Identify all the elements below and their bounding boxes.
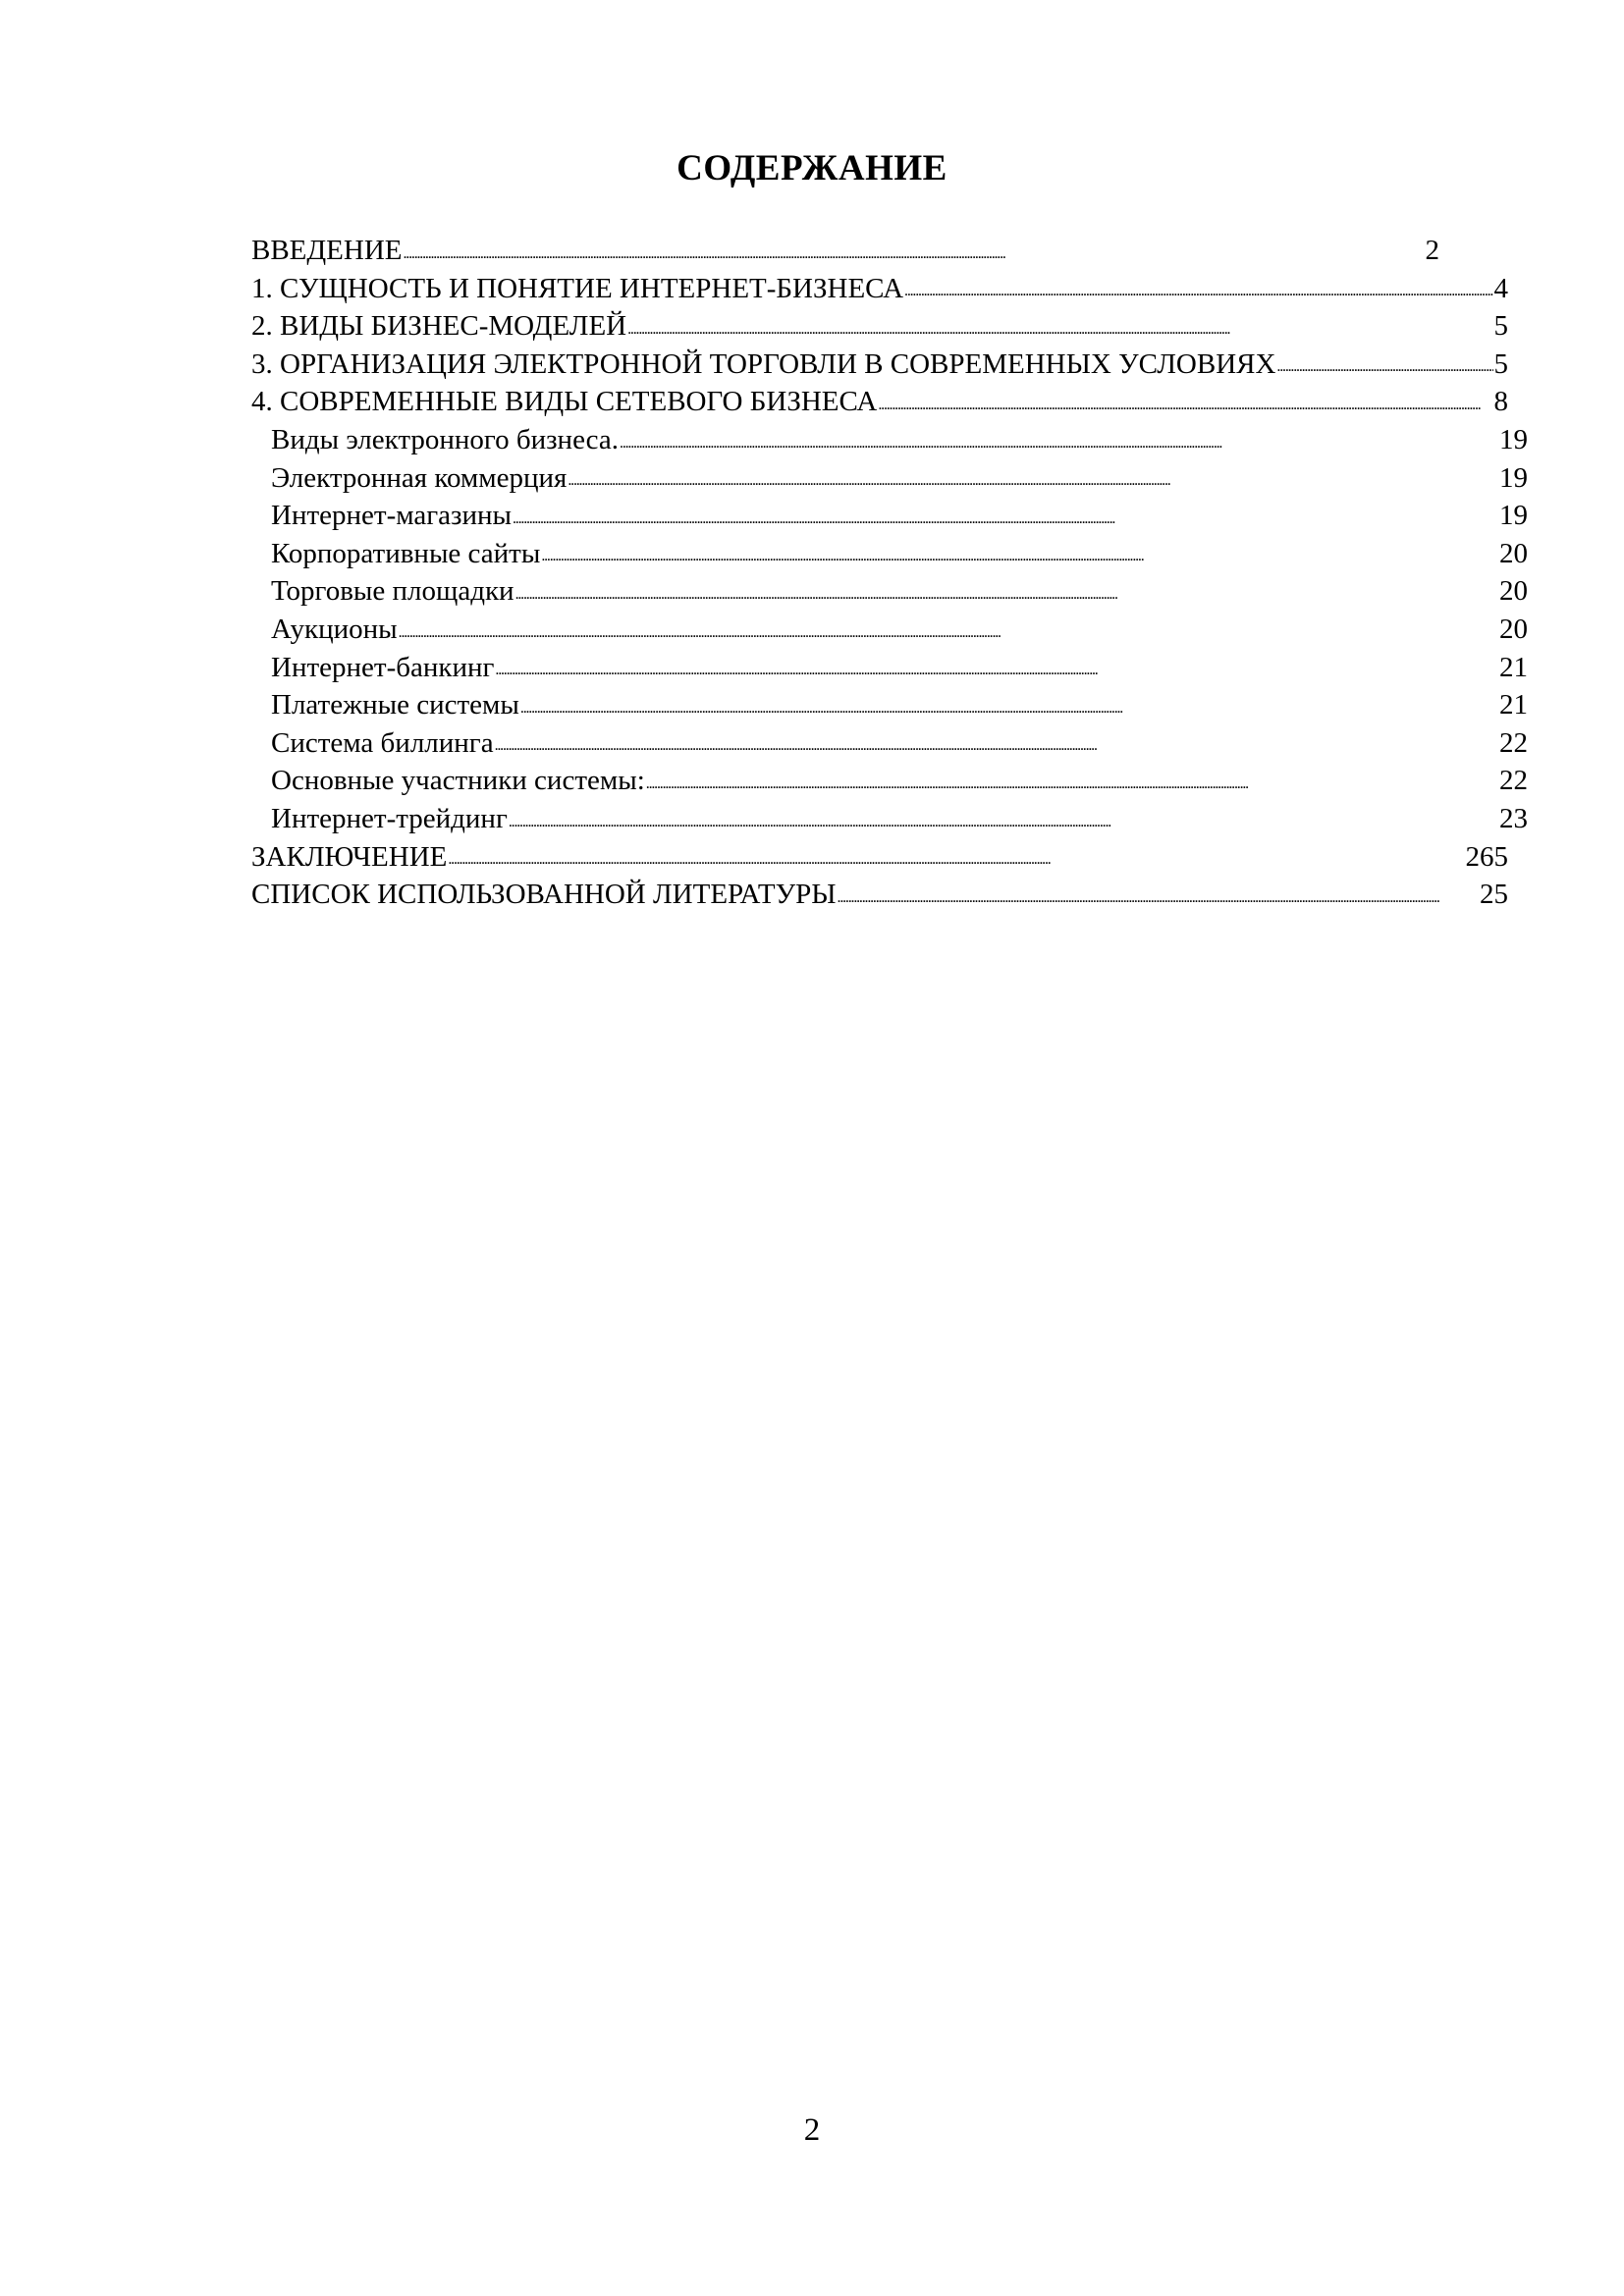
page-title: СОДЕРЖАНИЕ — [677, 148, 947, 188]
toc-entry-label: Платежные системы — [271, 689, 519, 721]
toc-entry-label: Торговые площадки — [271, 575, 514, 608]
toc-leader-dots — [878, 383, 1492, 421]
toc-leader-dots — [509, 800, 1498, 838]
toc-entry-label: Электронная коммерция — [271, 461, 568, 494]
toc-entry-chapter-4 — [251, 383, 1508, 421]
toc-entry-label: 1. СУЩНОСТЬ И ПОНЯТИЕ ИНТЕРНЕТ-БИЗНЕСА — [251, 272, 904, 304]
toc-entry-label: Виды электронного бизнеса. — [271, 423, 620, 455]
toc-leader-dots — [404, 232, 1425, 270]
toc-leader-dots — [838, 876, 1479, 914]
toc-entry-subsection — [251, 724, 1528, 763]
toc-entry-page: 2 — [1425, 235, 1439, 266]
toc-leader-dots — [620, 421, 1498, 459]
toc-entry-page: 19 — [1499, 500, 1528, 532]
toc-leader-dots — [568, 459, 1498, 498]
toc-entry-page: 5 — [1493, 347, 1508, 380]
toc-entry-page: 4 — [1493, 272, 1508, 304]
toc-entry-subsection — [251, 649, 1528, 687]
toc-entry-label: 3. ОРГАНИЗАЦИЯ ЭЛЕКТРОННОЙ ТОРГОВЛИ В СОВРЕМЕННЫХ УСЛОВИЯХ — [251, 347, 1276, 380]
toc-entry-label: Интернет-банкинг — [271, 651, 495, 683]
toc-leader-dots — [448, 838, 1464, 877]
toc-entry-page: 20 — [1499, 537, 1528, 569]
toc-entry-label: Система биллинга — [271, 726, 494, 759]
table-of-contents — [251, 232, 1528, 914]
toc-entry-subsection — [251, 497, 1528, 535]
toc-entry-chapter-1 — [251, 270, 1508, 308]
toc-entry-page: 22 — [1499, 726, 1528, 759]
toc-entry-subsection — [251, 762, 1528, 800]
toc-leader-dots — [513, 497, 1498, 535]
toc-entry-label: СПИСОК ИСПОЛЬЗОВАННОЙ ЛИТЕРАТУРЫ — [251, 879, 837, 911]
toc-entry-label: 4. СОВРЕМЕННЫЕ ВИДЫ СЕТЕВОГО БИЗНЕСА — [251, 386, 878, 418]
toc-entry-page: 21 — [1499, 651, 1528, 683]
toc-entry-chapter-3 — [251, 346, 1508, 384]
toc-leader-dots — [520, 686, 1498, 724]
toc-entry-page: 20 — [1499, 613, 1528, 645]
toc-entry-conclusion — [251, 838, 1508, 877]
toc-entry-page: 22 — [1499, 765, 1528, 797]
toc-entry-page: 23 — [1499, 802, 1528, 834]
page-number: 2 — [803, 2112, 821, 2148]
toc-entry-page: 265 — [1465, 840, 1508, 873]
toc-entry-subsection — [251, 421, 1528, 459]
toc-entry-subsection — [251, 459, 1528, 498]
toc-entry-label: Корпоративные сайты — [271, 537, 541, 569]
toc-entry-page: 19 — [1499, 423, 1528, 455]
toc-entry-page: 21 — [1499, 689, 1528, 721]
toc-leader-dots — [399, 611, 1498, 649]
toc-leader-dots — [495, 649, 1498, 687]
toc-leader-dots — [515, 572, 1498, 611]
toc-leader-dots — [1276, 346, 1492, 384]
toc-entry-subsection — [251, 535, 1528, 573]
toc-leader-dots — [904, 270, 1492, 308]
toc-entry-page: 8 — [1493, 386, 1508, 418]
toc-leader-dots — [627, 307, 1492, 346]
toc-entry-introduction — [251, 232, 1439, 270]
toc-leader-dots — [495, 724, 1498, 763]
toc-leader-dots — [541, 535, 1498, 573]
toc-leader-dots — [646, 762, 1498, 800]
toc-entry-label: Аукционы — [271, 613, 398, 645]
toc-entry-label: Интернет-магазины — [271, 500, 512, 532]
toc-entry-page: 5 — [1493, 310, 1508, 343]
toc-entry-subsection — [251, 686, 1528, 724]
toc-entry-page: 19 — [1499, 461, 1528, 494]
toc-entry-subsection — [251, 611, 1528, 649]
toc-entry-subsection — [251, 800, 1528, 838]
toc-entry-label: ЗАКЛЮЧЕНИЕ — [251, 840, 448, 873]
toc-entry-page: 25 — [1480, 879, 1508, 911]
toc-entry-references — [251, 876, 1508, 914]
toc-entry-label: Интернет-трейдинг — [271, 802, 508, 834]
toc-entry-chapter-2 — [251, 307, 1508, 346]
toc-entry-label: Основные участники системы: — [271, 765, 645, 797]
toc-entry-subsection — [251, 572, 1528, 611]
toc-entry-label: 2. ВИДЫ БИЗНЕС-МОДЕЛЕЙ — [251, 310, 627, 343]
toc-entry-page: 20 — [1499, 575, 1528, 608]
toc-entry-label: ВВЕДЕНИЕ — [251, 235, 403, 266]
